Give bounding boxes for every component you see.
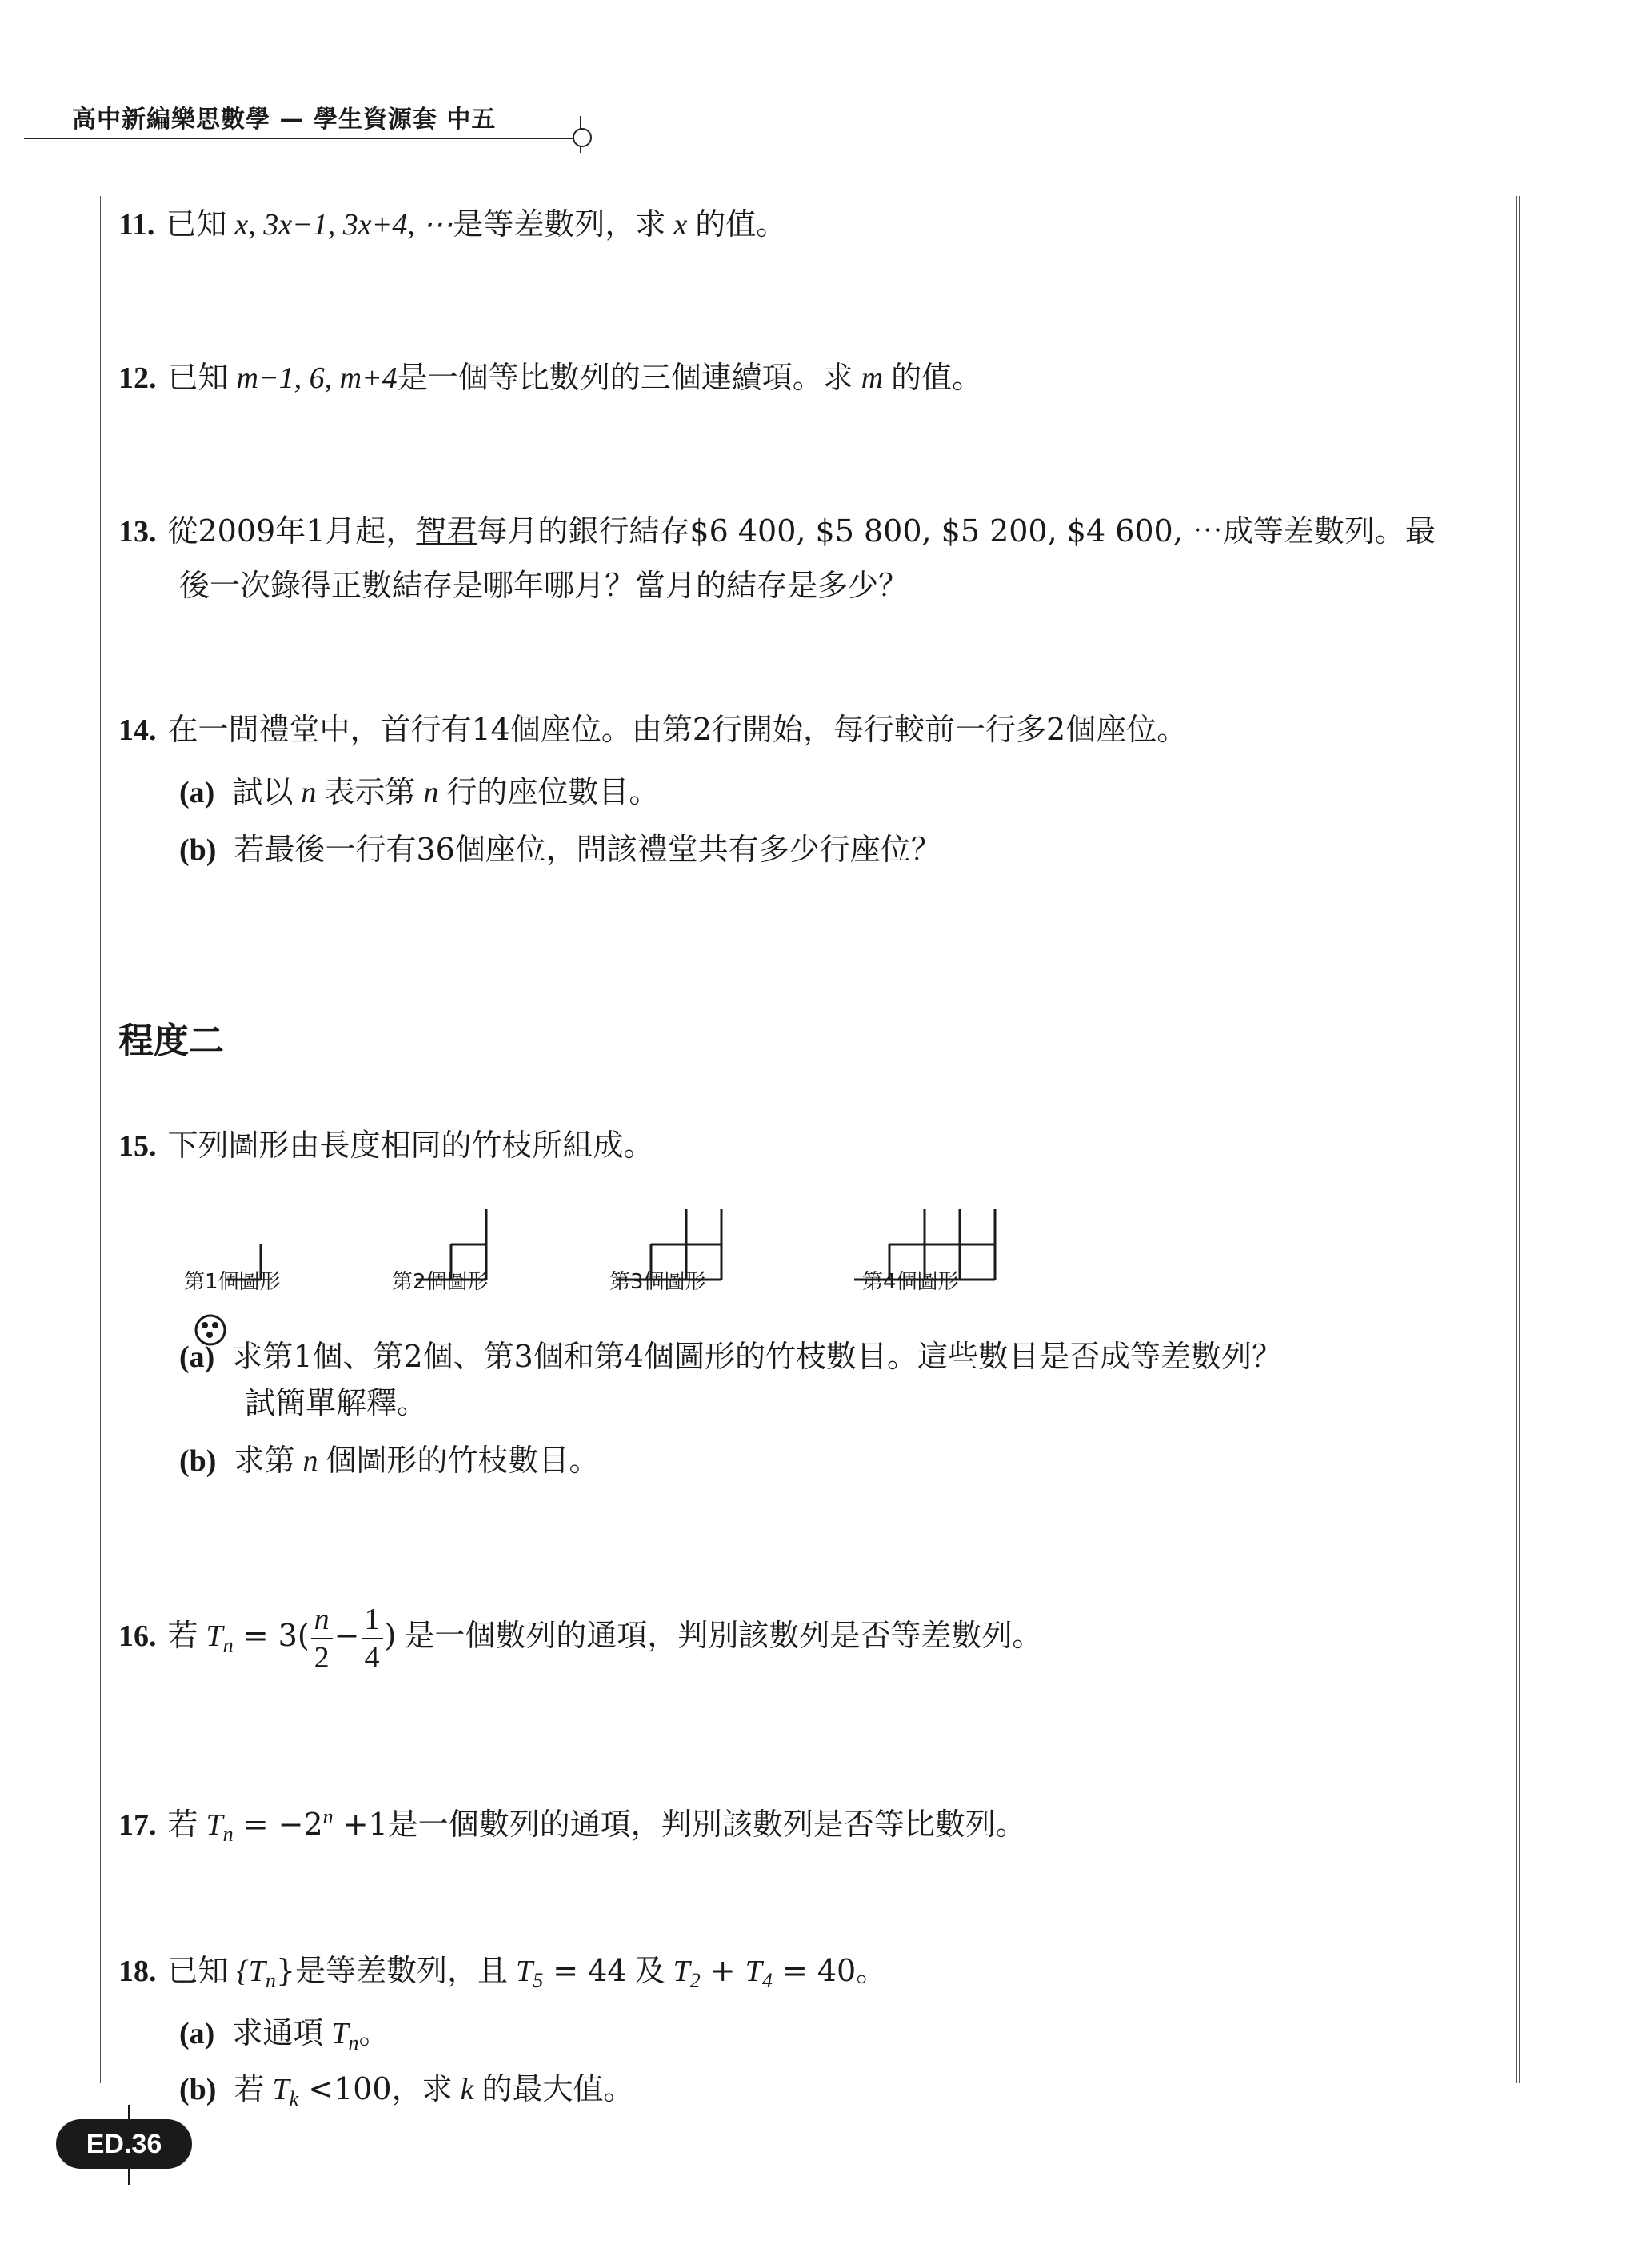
text: 若: [167, 1618, 198, 1653]
math-operator: = −2: [233, 1807, 323, 1842]
numerator: n: [311, 1601, 333, 1639]
question-17: [118, 1791, 1502, 1860]
math-superscript: n: [322, 1805, 334, 1828]
math-variable: T: [673, 1955, 690, 1988]
math-variable: T: [206, 1808, 223, 1842]
math-variable: m: [861, 361, 884, 395]
part-label: (a): [179, 2017, 215, 2050]
question-13: [118, 505, 1502, 557]
text: 若: [234, 2071, 265, 2106]
question-number: 17.: [118, 1808, 157, 1842]
math-variable: T: [745, 1955, 762, 1988]
header-rule: [24, 138, 584, 139]
text: 試以: [232, 774, 294, 809]
text: 是一個數列的通項，判別該數列是否等比數列。: [387, 1807, 1026, 1842]
math-operator: <100: [298, 2071, 392, 2106]
math-operator: = 3(: [233, 1618, 310, 1653]
math-operator: = 44: [543, 1953, 627, 1988]
numerator: 1: [362, 1601, 383, 1639]
math-variable: T: [331, 2017, 349, 2050]
math-subscript: n: [222, 1634, 234, 1657]
text: 求第: [234, 1443, 295, 1478]
math-operator: −: [334, 1618, 360, 1653]
question-15-part-a: [179, 1331, 1282, 1383]
header-rule-knob: [573, 128, 592, 147]
math-expression: x, 3x−1, 3x+4, ⋯: [234, 208, 453, 242]
question-14-part-a: [179, 766, 659, 818]
section-heading: 程度二: [118, 1020, 224, 1061]
math-subscript: k: [289, 2087, 299, 2110]
question-15-part-a-line-2: 試簡單解釋。: [245, 1385, 428, 1420]
text: 是等差數列，求: [453, 206, 666, 242]
question-15-part-b: [179, 1435, 599, 1487]
part-label: (b): [179, 833, 217, 867]
question-number: 11.: [118, 208, 155, 242]
text: 個圖形的竹枝數目。: [326, 1443, 600, 1478]
question-18: [118, 1945, 1502, 2006]
math-operator: ): [384, 1618, 397, 1653]
question-number: 15.: [118, 1129, 157, 1163]
text: 每月的銀行結存$6 400, $5 800, $5 200, $4 600, ⋯成等差數列。最: [477, 513, 1436, 549]
math-variable: {T: [236, 1955, 266, 1988]
left-margin-rule: [98, 196, 101, 2083]
part-label: (a): [179, 1340, 215, 1374]
text: 。: [358, 2015, 390, 2050]
text: 已知: [167, 360, 229, 395]
running-header: 高中新編樂思數學 — 學生資源套 中五: [72, 106, 497, 134]
math-variable: k: [460, 2073, 474, 2106]
text: 若: [167, 1807, 198, 1842]
question-number: 12.: [118, 361, 157, 395]
question-number: 18.: [118, 1955, 157, 1988]
math-subscript: n: [348, 2031, 359, 2054]
math-variable: n: [302, 1444, 318, 1478]
math-operator: +1: [333, 1807, 388, 1842]
page-number-badge: ED.36: [56, 2119, 192, 2169]
math-variable: n: [301, 776, 317, 809]
text: 從2009年1月起，: [167, 513, 417, 549]
text: 的值。: [695, 206, 787, 242]
math-variable: T: [516, 1955, 533, 1988]
text: 的最大值。: [481, 2071, 634, 2106]
text: 行的座位數目。: [446, 774, 660, 809]
fraction-1-over-4: [362, 1601, 383, 1676]
question-15: [118, 1120, 1502, 1172]
math-operator: }: [275, 1953, 296, 1988]
text: 的值。: [891, 360, 983, 395]
text: 若最後一行有36個座位，問該禮堂共有多少行座位？: [234, 832, 941, 867]
math-expression: m−1, 6, m+4: [236, 361, 398, 395]
question-number: 14.: [118, 713, 157, 747]
right-margin-rule: [1516, 196, 1520, 2083]
question-13-line-2: 後一次錄得正數結存是哪年哪月？當月的結存是多少？: [179, 568, 909, 603]
text: 是一個數列的通項，判別該數列是否等差數列。: [404, 1618, 1043, 1653]
person-name: 智君: [416, 513, 477, 549]
math-operator: = 40: [772, 1953, 857, 1988]
text: 已知: [167, 1953, 229, 1988]
text: 。: [856, 1953, 887, 1988]
question-number: 16.: [118, 1619, 157, 1653]
question-14-part-b: [179, 824, 941, 876]
question-18-part-a: [179, 2007, 389, 2069]
part-label: (b): [179, 2073, 217, 2106]
math-subscript: 5: [533, 1969, 544, 1992]
question-11: [118, 198, 1502, 250]
figure-3-caption: 第3個圖形: [609, 1270, 706, 1294]
text: 在一間禮堂中，首行有14個座位。由第2行開始，每行較前一行多2個座位。: [167, 712, 1188, 747]
question-16: [118, 1591, 1502, 1690]
text: 表示第: [324, 774, 416, 809]
text: 是一個等比數列的三個連續項。求: [397, 360, 853, 395]
figure-2-caption: 第2個圖形: [392, 1270, 489, 1294]
math-subscript: n: [222, 1823, 234, 1846]
question-14: [118, 704, 1502, 756]
text: 求第1個、第2個、第3個和第4個圖形的竹枝數目。這些數目是否成等差數列？: [232, 1339, 1283, 1374]
math-variable: n: [423, 776, 439, 809]
math-subscript: 4: [761, 1969, 773, 1992]
question-18-part-b: [179, 2063, 634, 2125]
question-12: [118, 352, 1502, 404]
figure-1-caption: 第1個圖形: [184, 1270, 281, 1294]
math-operator: +: [700, 1953, 745, 1988]
denominator: 2: [314, 1640, 330, 1675]
part-label: (b): [179, 1444, 217, 1478]
text: 下列圖形由長度相同的竹枝所組成。: [167, 1128, 654, 1163]
math-subscript: n: [265, 1969, 276, 1992]
math-variable: T: [272, 2073, 290, 2106]
text: 是等差數列，且: [295, 1953, 509, 1988]
fraction-n-over-2: [311, 1601, 333, 1676]
math-variable: x: [673, 208, 688, 242]
text: 及: [634, 1953, 665, 1988]
question-number: 13.: [118, 515, 157, 549]
math-variable: T: [206, 1619, 223, 1653]
text: 求通項: [232, 2015, 324, 2050]
math-subscript: 2: [689, 1969, 701, 1992]
figure-4-caption: 第4個圖形: [862, 1270, 959, 1294]
text: ，求: [391, 2071, 453, 2106]
denominator: 4: [364, 1640, 380, 1675]
part-label: (a): [179, 776, 215, 809]
text: 已知: [166, 206, 227, 242]
